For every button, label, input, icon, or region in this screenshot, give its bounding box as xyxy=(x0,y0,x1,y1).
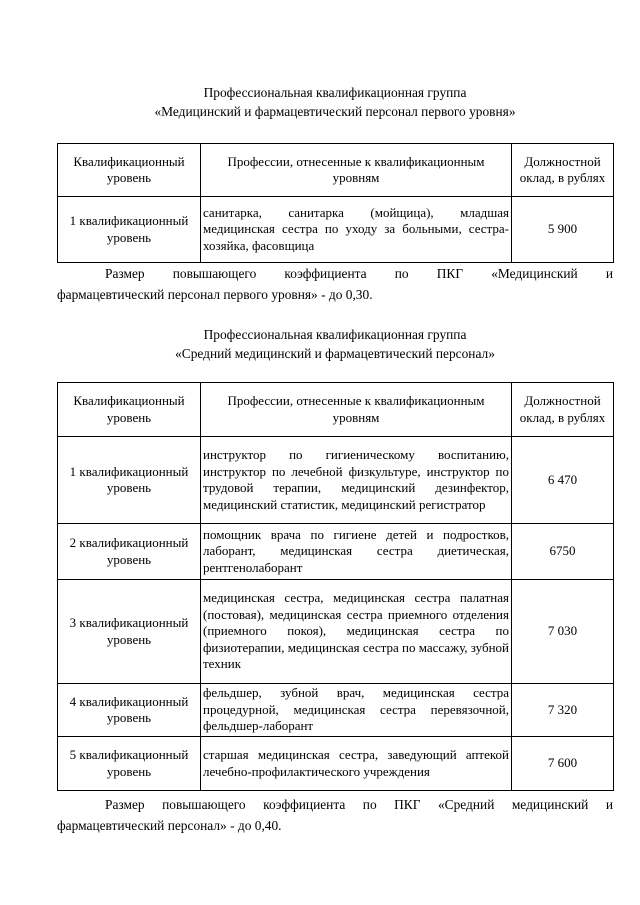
group2-title-line1: Профессиональная квалификационная группа xyxy=(203,327,467,342)
row-level: 3 квалификационный уровень xyxy=(58,580,201,684)
table-row xyxy=(58,580,614,684)
group1-title-line2: «Медицинский и фармацевтический персонал первого уровня» xyxy=(154,104,516,119)
table-header-row xyxy=(58,383,614,437)
row-professions: инструктор по гигиеническому воспитанию, инструктор по лечебной физкультуре, инструктор по трудовой терапии, медицинский дезинфектор, медицинский статистик, медицинский регистратор xyxy=(201,437,512,524)
table-header-row xyxy=(58,144,614,197)
header-professions: Профессии, отнесенные к квалификационным уровням xyxy=(201,383,512,437)
table-row xyxy=(58,197,614,263)
header-level: Квалификационный уровень xyxy=(58,144,201,197)
row-salary: 7 600 xyxy=(512,737,614,791)
header-level: Квалификационный уровень xyxy=(58,383,201,437)
group2-note xyxy=(57,794,613,836)
row-level: 2 квалификационный уровень xyxy=(58,524,201,580)
row-professions: помощник врача по гигиене детей и подростков, лаборант, медицинская сестра диетическая, рентгенолаборант xyxy=(201,524,512,580)
table-row xyxy=(58,737,614,791)
table-row xyxy=(58,437,614,524)
header-salary: Должностной оклад, в рублях xyxy=(512,383,614,437)
row-level: 4 квалификационный уровень xyxy=(58,684,201,737)
group2-table xyxy=(57,382,614,791)
row-salary: 6750 xyxy=(512,524,614,580)
row-professions: санитарка, санитарка (мойщица), младшая медицинская сестра по уходу за больными, сестра-хозяйка, фасовщица xyxy=(201,197,512,263)
table-row xyxy=(58,524,614,580)
group1-note xyxy=(57,263,613,305)
row-level: 5 квалификационный уровень xyxy=(58,737,201,791)
group1-note-line2: фармацевтический персонал первого уровня» - до 0,30. xyxy=(57,287,373,302)
group1-table xyxy=(57,143,614,263)
row-salary: 7 320 xyxy=(512,684,614,737)
row-salary: 6 470 xyxy=(512,437,614,524)
group1-note-line1: Размер повышающего коэффициента по ПКГ «Медицинский и xyxy=(105,266,613,281)
row-salary: 7 030 xyxy=(512,580,614,684)
table-row xyxy=(58,684,614,737)
group1-title xyxy=(57,83,613,121)
group2-title xyxy=(57,325,613,363)
row-level: 1 квалификационный уровень xyxy=(58,197,201,263)
row-salary: 5 900 xyxy=(512,197,614,263)
row-professions: фельдшер, зубной врач, медицинская сестра процедурной, медицинская сестра перевязочной, фельдшер-лаборант xyxy=(201,684,512,737)
row-professions: медицинская сестра, медицинская сестра палатная (постовая), медицинская сестра приемного отделения (приемного покоя), медицинская сестра по физиотерапии, медицинская сестра по массажу, зубной техник xyxy=(201,580,512,684)
header-salary: Должностной оклад, в рублях xyxy=(512,144,614,197)
row-level: 1 квалификационный уровень xyxy=(58,437,201,524)
group2-note-line2: фармацевтический персонал» - до 0,40. xyxy=(57,818,282,833)
group1-title-line1: Профессиональная квалификационная группа xyxy=(203,85,467,100)
row-professions: старшая медицинская сестра, заведующий аптекой лечебно-профилактического учреждения xyxy=(201,737,512,791)
group2-title-line2: «Средний медицинский и фармацевтический персонал» xyxy=(175,346,495,361)
group2-note-line1: Размер повышающего коэффициента по ПКГ «Средний медицинский и xyxy=(105,797,613,812)
header-professions: Профессии, отнесенные к квалификационным уровням xyxy=(201,144,512,197)
